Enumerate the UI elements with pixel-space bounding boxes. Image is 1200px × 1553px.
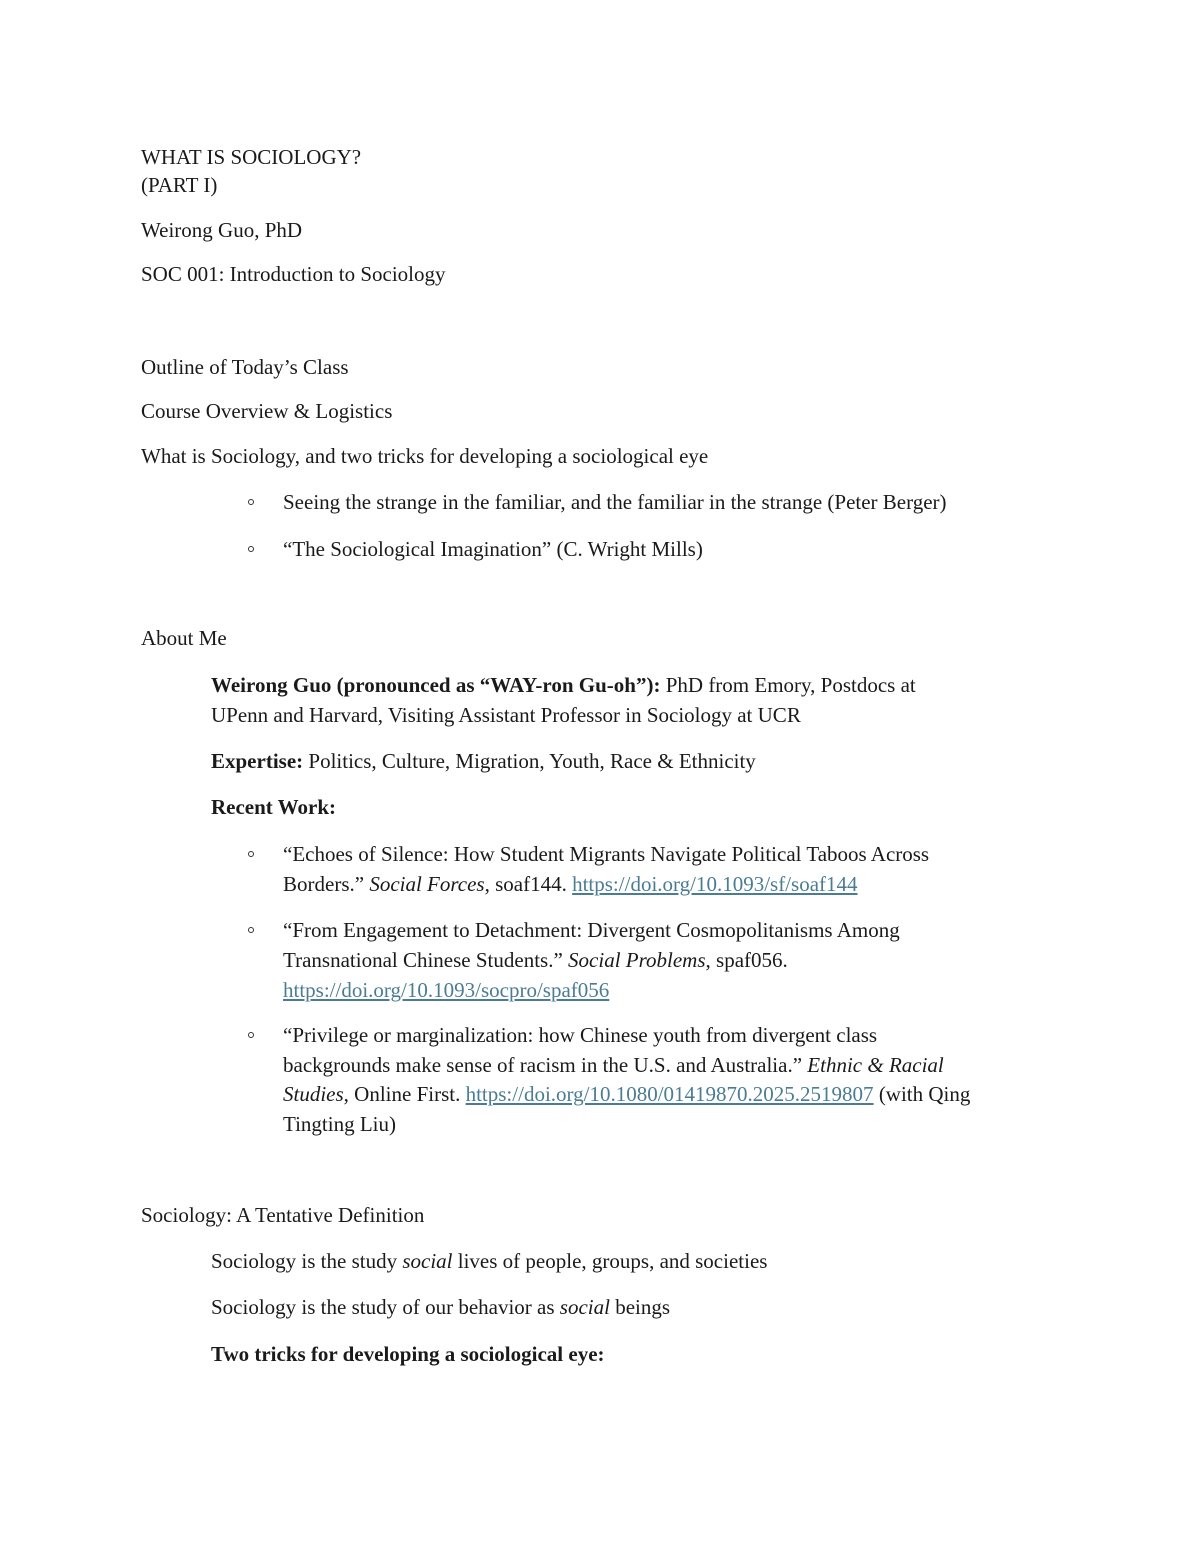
outline-item: Course Overview & Logistics [141,399,393,423]
recent-work-label: Recent Work: [211,795,337,819]
definition-line [211,1292,670,1322]
author-name: Weirong Guo, PhD [141,218,303,242]
hollow-bullet-icon [248,1032,254,1038]
outline-subitem: “The Sociological Imagination” (C. Wright Mills) [283,537,703,561]
work-line [283,1050,944,1080]
bio-paragraph [211,670,916,700]
hollow-bullet-icon [248,499,254,505]
hollow-bullet-icon [248,546,254,552]
definition-heading: Sociology: A Tentative Definition [141,1203,425,1227]
expertise-label: Expertise: [211,749,304,773]
bio-text-line2: UPenn and Harvard, Visiting Assistant Professor in Sociology at UCR [211,703,801,727]
bio-text: PhD from Emory, Postdocs at [660,673,916,697]
doi-link[interactable]: https://doi.org/10.1093/sf/soaf144 [572,872,858,896]
work-text: (with Qing [873,1082,971,1106]
course-name: SOC 001: Introduction to Sociology [141,262,446,286]
bio-name-label: Weirong Guo (pronounced as “WAY-ron Gu-oh”): [211,673,661,697]
journal-name: Ethnic & Racial [807,1053,944,1077]
hollow-bullet-icon [248,851,254,857]
work-text: Transnational Chinese Students.” [283,948,569,972]
tricks-heading: Two tricks for developing a sociological eye: [211,1342,605,1366]
work-line [283,975,609,1005]
work-text: backgrounds make sense of racism in the U.S. and Australia.” [283,1053,808,1077]
definition-text: Sociology is the study [211,1249,403,1273]
outline-heading: Outline of Today’s Class [141,355,349,379]
definition-text: Sociology is the study of our behavior as [211,1295,560,1319]
definition-emphasis: social [402,1249,453,1273]
definition-text: lives of people, groups, and societies [452,1249,768,1273]
work-line: “From Engagement to Detachment: Divergent Cosmopolitanisms Among [283,918,900,942]
expertise-line [211,746,756,776]
journal-name: Studies [283,1082,344,1106]
about-heading: About Me [141,626,227,650]
work-line: “Echoes of Silence: How Student Migrants Navigate Political Taboos Across [283,842,930,866]
definition-text: beings [609,1295,671,1319]
outline-item: What is Sociology, and two tricks for developing a sociological eye [141,444,709,468]
definition-emphasis: social [559,1295,610,1319]
work-line [283,1079,970,1109]
work-text: Borders.” [283,872,370,896]
doc-title: WHAT IS SOCIOLOGY? [141,145,362,169]
expertise-value: Politics, Culture, Migration, Youth, Race & Ethnicity [303,749,756,773]
hollow-bullet-icon [248,927,254,933]
journal-name: Social Forces [369,872,485,896]
journal-name: Social Problems [568,948,706,972]
work-line [283,869,858,899]
outline-subitem: Seeing the strange in the familiar, and the familiar in the strange (Peter Berger) [283,490,947,514]
definition-line [211,1246,767,1276]
work-line: “Privilege or marginalization: how Chinese youth from divergent class [283,1023,878,1047]
work-line: Tingting Liu) [283,1112,396,1136]
doc-part: (PART I) [141,173,218,197]
work-line [283,945,788,975]
work-text: , Online First. [343,1082,466,1106]
doi-link[interactable]: https://doi.org/10.1080/01419870.2025.2519807 [465,1082,874,1106]
work-text: , spaf056. [705,948,788,972]
doi-link[interactable]: https://doi.org/10.1093/socpro/spaf056 [283,978,610,1002]
work-text: , soaf144. [484,872,573,896]
